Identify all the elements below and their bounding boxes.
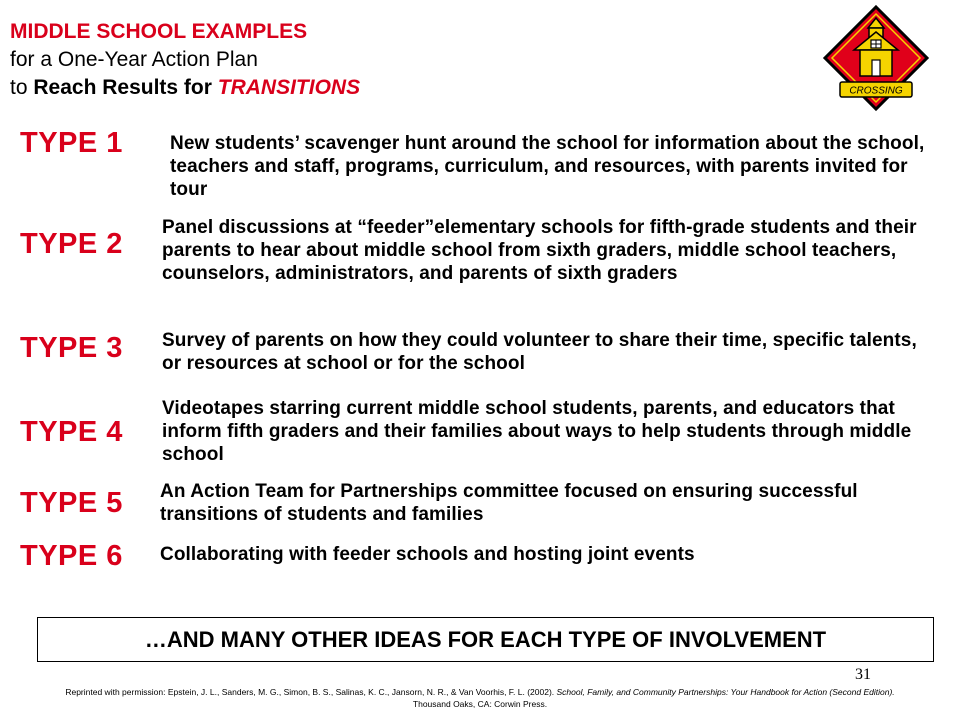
type-6-label: TYPE 6 [20, 540, 123, 572]
citation-publisher: Thousand Oaks, CA: Corwin Press. [412, 699, 548, 709]
type-3-label: TYPE 3 [20, 332, 123, 364]
citation-title: School, Family, and Community Partnerships: Your Handbook for Action (Second Edition). [556, 687, 895, 697]
page-number: 31 [855, 666, 871, 683]
title-line-3 [10, 74, 360, 102]
type-4-description: Videotapes starring current middle school students, parents, and educators that inform fifth graders and their families about ways to help students through middle school [162, 398, 912, 465]
title-line-2: for a One-Year Action Plan [10, 48, 258, 71]
title-highlight: TRANSITIONS [217, 76, 361, 99]
sign-label: CROSSING [849, 85, 903, 97]
title-line-3-prefix: to [10, 76, 34, 99]
type-6-description: Collaborating with feeder schools and hosting joint events [160, 544, 695, 565]
type-4-label: TYPE 4 [20, 416, 123, 448]
type-5-label: TYPE 5 [20, 487, 123, 519]
citation [0, 686, 960, 710]
type-2-description: Panel discussions at “feeder”elementary schools for fifth-grade students and their parents to hear about middle school from sixth graders, middle school teachers, counselors, administrators, and parents of sixth graders [162, 217, 917, 284]
title-line-1: MIDDLE SCHOOL EXAMPLES [10, 20, 308, 43]
type-3-description: Survey of parents on how they could volunteer to share their time, specific talents, or resources at school or for the school [162, 330, 917, 374]
type-2-label: TYPE 2 [20, 228, 123, 260]
type-1-label: TYPE 1 [20, 127, 123, 159]
title-line-3-bold: Reach Results for [33, 76, 218, 99]
school-crossing-sign-icon [822, 4, 930, 112]
type-5-description: An Action Team for Partnerships committee focused on ensuring successful transitions of students and families [160, 481, 858, 525]
slide-title [10, 18, 360, 102]
type-1-description: New students’ scavenger hunt around the school for information about the school, teachers and staff, programs, curriculum, and resources, with parents invited for tour [170, 133, 925, 200]
citation-prefix: Reprinted with permission: Epstein, J. L., Sanders, M. G., Simon, B. S., Salinas, K. C., Jansorn, N. R., & Van Voorhis, F. L. (2002). [65, 687, 557, 697]
more-ideas-banner: …AND MANY OTHER IDEAS FOR EACH TYPE OF INVOLVEMENT [37, 617, 934, 662]
